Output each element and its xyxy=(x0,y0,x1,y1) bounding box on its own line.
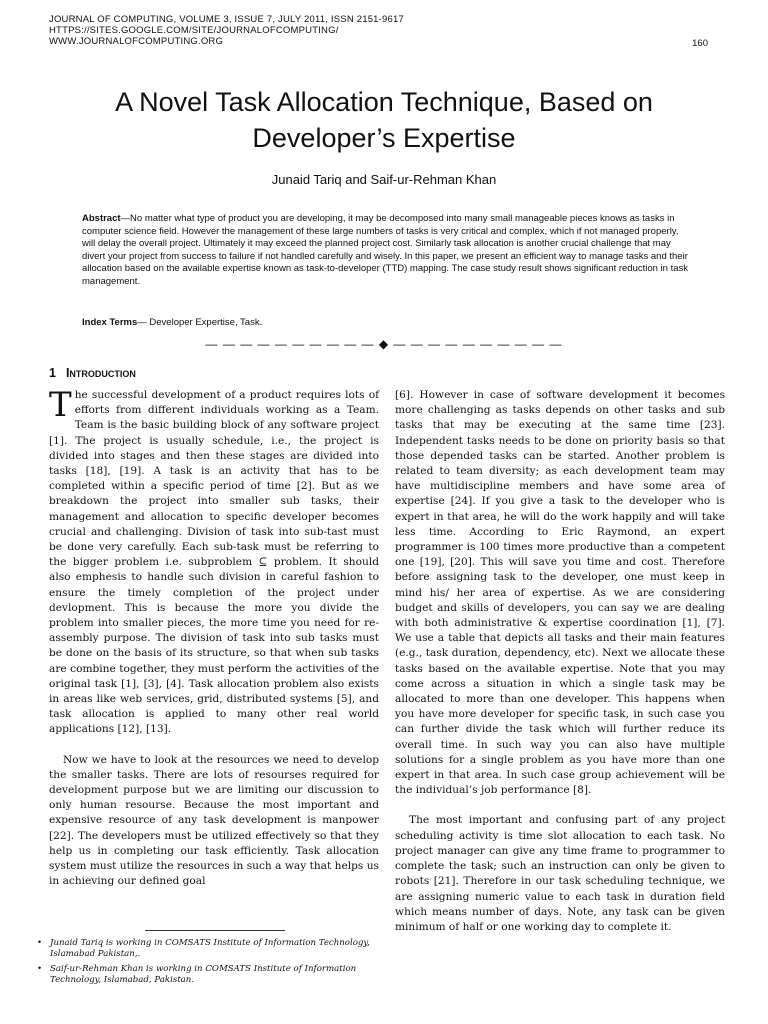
section-divider: — — — — — — — — — — ◆ — — — — — — — — — — xyxy=(205,337,563,351)
right-paragraph-1: [6]. However in case of software development it becomes more challenging as tasks depends on other tasks and sub tasks that may be executing at the same time [23]. Independent tasks needs to be done on priority basis so that those depended tasks can be started. Another problem is related to team diversity; as each development team may have multidiscipline members and have some area of expertise [24]. If you give a task to the developer who is expert in that area, he will do the work happily and will take less time. According to Eric Raymond, an expert programmer is 100 times more productive than a competent one [19], [20]. This will save you time and cost. Therefore before assigning task to the developer, one must keep in mind his/ her area of expertise. As we are considering budget and skills of developers, you can say we are dealing with both administrative & expertise coordination [1], [7]. We use a table that depicts all tasks and their main features (e.g., task duration, dependency, etc). Next we allocate these tasks based on the available expertise. Note that you may come across a situation in which a single task may be allocated to more than one developer. This happens when you have more developer for specific task, in such case you can further divide the task which will further reduce its overall time. In such way you can also have multiple solutions for a single problem as you have more than one expert in that area. In such case group achievement will be the individual’s job performance [8]. xyxy=(395,389,725,797)
left-paragraph-1 xyxy=(49,385,379,738)
footnotes xyxy=(36,938,381,990)
left-paragraph-2: Now we have to look at the resources we need to develop the smaller tasks. There are lots of resourses required for development purpose but we are limiting our discussion to only human resourse. Because the most important and expensive resource of any task development is manpower [22]. The developers must be utilized effectively so that they help us in completing our task efficiently. Task allocation system must utilize the resources in such a way that helps us in achieving our defined goal xyxy=(49,753,379,888)
footnote-rule xyxy=(145,930,285,931)
right-column xyxy=(395,388,725,935)
dropcap-letter: T xyxy=(49,385,72,425)
section-title: Introduction xyxy=(65,366,136,380)
journal-header xyxy=(49,14,719,47)
journal-header-line-1: JOURNAL OF COMPUTING, VOLUME 3, ISSUE 7, JULY 2011, ISSN 2151-9617 xyxy=(49,14,404,25)
abstract xyxy=(82,213,694,289)
index-terms-text: — Developer Expertise, Task. xyxy=(137,317,263,328)
left-paragraph-1-text: he successful development of a product requires lots of efforts from different individuals working as a Team. Team is the basic building block of any software project [1]. The project is usually schedule, i.e., the project is divided into stages and then these stages are divided into tasks [18], [19]. A task is an activity that has to be completed within a specific period of time [2]. But as we breakdown the project into smaller sub tasks, their management and allocation to specific developer becomes crucial and challenging. Division of task into sub-tast must be done very carefully. Each sub-task must be referring to the bigger problem i.e. subproblem ⊆ problem. It should also emphesis to handle such division in careful fashion to ensure the timely completion of the project under devlopment. This is because the more you divide the problem into smaller pieces, the more time you need for re-assembly purpose. The division of task into sub tasks must be done on the basis of its structure, so that when sub tasks are combine together, they must perform the activities of the original task [1], [3], [4]. Task allocation problem also exists in areas like web services, grid, distributed systems [5], and task allocation is applied to many other real world applications [12], [13]. xyxy=(49,389,379,736)
paper-title xyxy=(30,84,738,156)
paper-title-line-2: Developer’s Expertise xyxy=(252,123,516,153)
footnote-item: • Junaid Tariq is working in COMSATS Institute of Information Technology, Islamabad Pakistan,. xyxy=(36,938,381,961)
left-column xyxy=(49,385,379,890)
right-paragraph-2: The most important and confusing part of any project scheduling activity is time slot allocation to each task. No project manager can give any time frame to programmer to complete the task; such an instruction can only be given to robots [21]. Therefore in our task scheduling technique, we are assigning numeric value to each task in duration field which means number of days. Note, any task can be given minimum of half or one working day to complete it. xyxy=(395,814,725,933)
index-terms xyxy=(82,317,694,328)
journal-header-line-2: HTTPS://SITES.GOOGLE.COM/SITE/JOURNALOFCOMPUTING/ xyxy=(49,25,339,36)
journal-header-line-3: WWW.JOURNALOFCOMPUTING.ORG xyxy=(49,36,224,47)
index-terms-label: Index Terms xyxy=(82,317,138,328)
abstract-label: Abstract xyxy=(82,213,121,224)
page-number: 160 xyxy=(692,38,708,49)
section-heading-introduction xyxy=(49,366,136,380)
footnote-item: • Saif-ur-Rehman Khan is working in COMSATS Institute of Information Technology, Islamabad, Pakistan. xyxy=(36,964,381,987)
section-number: 1 xyxy=(49,366,56,380)
paper-title-line-1: A Novel Task Allocation Technique, Based on xyxy=(115,87,653,117)
abstract-text: —No matter what type of product you are developing, it may be decomposed into many small manageable pieces knows as tasks in computer science field. However the management of these large numbers of tasks is very critical and complex, which if not managed properly, will delay the overall project. Ultimately it may exceed the planned project cost. Similarly task allocation is another crucial challenge that may divert your project from success to failure if not handled carefully and wisely. In this paper, we present an efficient way to manage tasks and their allocation based on the available expertise known as task-to-developer (TTD) mapping. The case study result shows significant reduction in task management. xyxy=(82,213,689,287)
paper-authors: Junaid Tariq and Saif-ur-Rehman Khan xyxy=(271,172,497,187)
